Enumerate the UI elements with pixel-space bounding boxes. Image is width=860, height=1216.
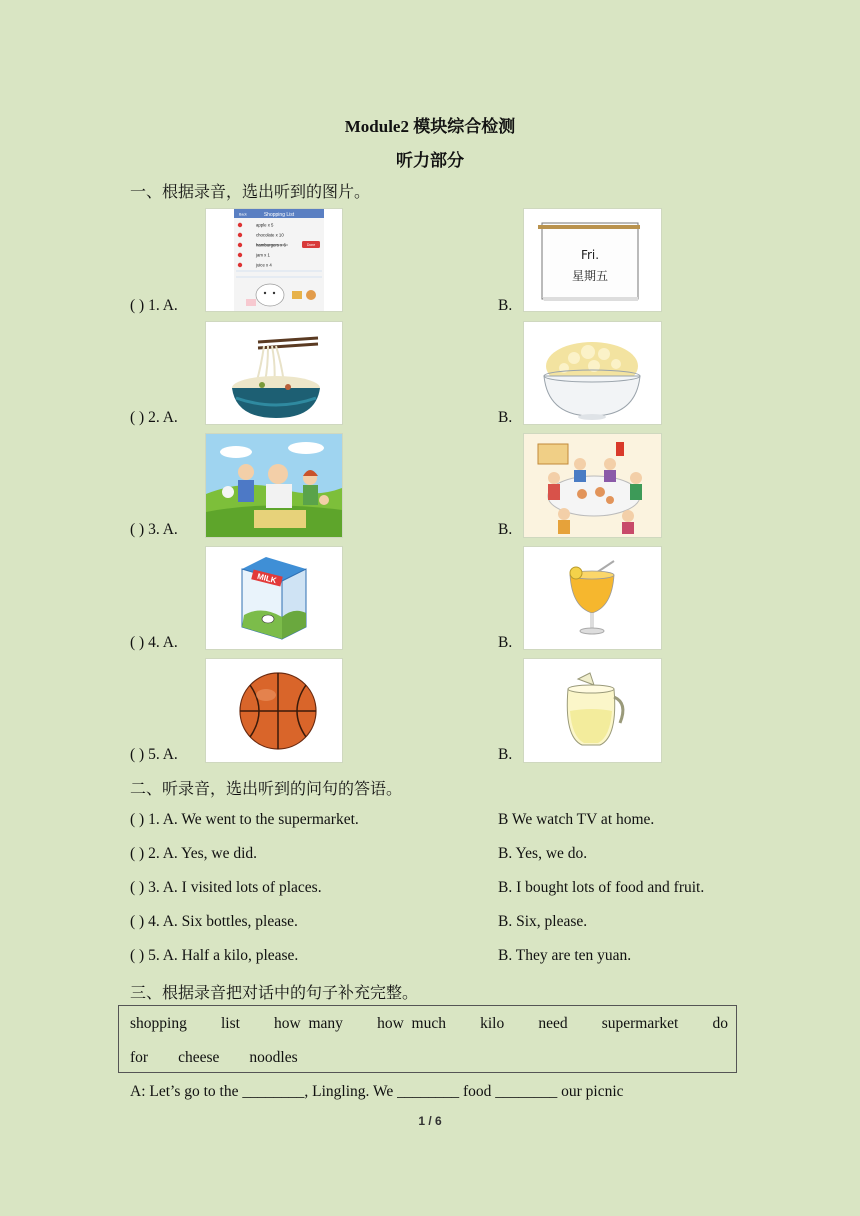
s2-q4-b: B. Six, please. bbox=[498, 913, 588, 930]
shopping-list-image bbox=[205, 208, 343, 312]
section-3-heading: 三、根据录音把对话中的句子补充完整。 bbox=[130, 985, 419, 1002]
word-bank bbox=[118, 1005, 737, 1073]
word-bank-item: need bbox=[538, 1015, 568, 1032]
s2-q3-a: ( ) 3. A. I visited lots of places. bbox=[130, 879, 322, 896]
list-done: Done bbox=[306, 243, 316, 247]
page-number: 1 / 6 bbox=[418, 1114, 442, 1128]
basketball-image bbox=[205, 658, 343, 763]
calendar-friday-image bbox=[523, 208, 662, 312]
rice-bowl-image bbox=[523, 321, 662, 425]
word-bank-item: how much bbox=[377, 1015, 446, 1032]
s1-q5-label: ( ) 5. A. bbox=[130, 746, 178, 763]
s2-q4-a: ( ) 4. A. Six bottles, please. bbox=[130, 913, 298, 930]
family-picnic-image bbox=[205, 433, 343, 538]
list-title: Shopping List bbox=[263, 212, 295, 218]
word-bank-item: how many bbox=[274, 1015, 343, 1032]
milk-carton-image bbox=[205, 546, 343, 650]
list-item-4: jam x 1 bbox=[256, 252, 270, 258]
list-item-3: hamburgers x 6 bbox=[256, 242, 286, 248]
word-bank-item: shopping bbox=[130, 1015, 187, 1032]
section-2-heading: 二、听录音，选出听到的问句的答语。 bbox=[130, 781, 403, 798]
s2-q3-b: B. I bought lots of food and fruit. bbox=[498, 879, 705, 896]
word-bank-item: supermarket bbox=[601, 1015, 679, 1032]
section-1-heading: 一、根据录音，选出听到的图片。 bbox=[130, 184, 371, 201]
list-back: Back bbox=[239, 212, 247, 217]
dialogue-line-1: A: Let’s go to the ________, Lingling. We ________ food ________ our picnic bbox=[130, 1083, 624, 1100]
list-item-2: chocolate x 10 bbox=[256, 232, 284, 238]
s1-q3-b-label: B. bbox=[498, 521, 513, 538]
s1-q3-label: ( ) 3. A. bbox=[130, 521, 178, 538]
page-subtitle: 听力部分 bbox=[396, 151, 464, 170]
milk-label: MILK bbox=[256, 571, 278, 586]
noodles-bowl-image bbox=[205, 321, 343, 425]
calendar-day-zh: 星期五 bbox=[571, 269, 609, 283]
s2-q2-a: ( ) 2. A. Yes, we did. bbox=[130, 845, 258, 862]
s1-q2-label: ( ) 2. A. bbox=[130, 409, 178, 426]
word-bank-row-1 bbox=[130, 1015, 728, 1033]
milk-jug-image bbox=[523, 658, 662, 763]
s1-q1-b-label: B. bbox=[498, 297, 513, 314]
page-title: Module2 模块综合检测 bbox=[344, 117, 516, 136]
s2-q5-a: ( ) 5. A. Half a kilo, please. bbox=[130, 947, 299, 964]
s1-q4-b-label: B. bbox=[498, 634, 513, 651]
list-item-5: juice x 4 bbox=[256, 262, 272, 268]
calendar-day-en: Fri. bbox=[580, 248, 600, 262]
s2-q2-b: B. Yes, we do. bbox=[498, 845, 588, 862]
word-bank-item: for bbox=[130, 1049, 149, 1066]
word-bank-item: kilo bbox=[480, 1015, 505, 1032]
word-bank-item: cheese bbox=[178, 1049, 220, 1066]
word-bank-row-2 bbox=[130, 1049, 728, 1067]
juice-glass-image bbox=[523, 546, 662, 650]
word-bank-item: do bbox=[712, 1015, 728, 1032]
family-dinner-image bbox=[523, 433, 662, 538]
list-item-1: apple x 5 bbox=[256, 222, 274, 228]
s1-q2-b-label: B. bbox=[498, 409, 513, 426]
s1-q1-label: ( ) 1. A. bbox=[130, 297, 178, 314]
s2-q1-b: B We watch TV at home. bbox=[498, 811, 655, 828]
s2-q5-b: B. They are ten yuan. bbox=[498, 947, 632, 964]
word-bank-item: list bbox=[220, 1015, 240, 1032]
s2-q1-a: ( ) 1. A. We went to the supermarket. bbox=[130, 811, 359, 828]
word-bank-item: noodles bbox=[249, 1049, 298, 1066]
s1-q4-label: ( ) 4. A. bbox=[130, 634, 178, 651]
s1-q5-b-label: B. bbox=[498, 746, 513, 763]
